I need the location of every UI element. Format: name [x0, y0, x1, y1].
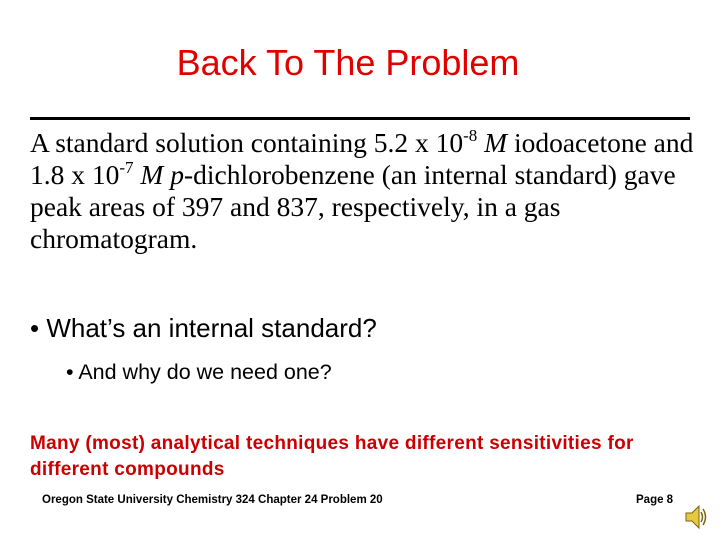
exponent-1: -8 — [463, 126, 478, 145]
title-divider — [30, 117, 690, 120]
para-prefix: p — [170, 159, 184, 190]
exponent-2: -7 — [119, 158, 134, 177]
footer-course: Oregon State University Chemistry 324 Chapter 24 Problem 20 — [42, 494, 383, 506]
problem-text-1: A standard solution containing 5.2 x 10 — [30, 127, 464, 158]
bullet-internal-standard: • What’s an internal standard? — [30, 313, 377, 343]
sub-bullet-why: • And why do we need one? — [66, 360, 332, 384]
problem-text-2: iodoacetone and 1.8 x 10 — [30, 127, 694, 190]
sensitivity-note: Many (most) analytical techniques have different sensitivities for different compounds — [30, 433, 634, 480]
molar-unit-2: M — [140, 159, 164, 190]
problem-statement — [30, 127, 710, 255]
slide-title: Back To The Problem — [176, 42, 520, 83]
speaker-icon[interactable] — [684, 502, 708, 532]
problem-text-3: -dichlorobenzene (an internal standard) gave peak areas of 397 and 837, respectively, in a gas chromatogram. — [30, 159, 676, 254]
footer-page-number: Page 8 — [636, 494, 674, 506]
molar-unit-1: M — [484, 127, 508, 158]
